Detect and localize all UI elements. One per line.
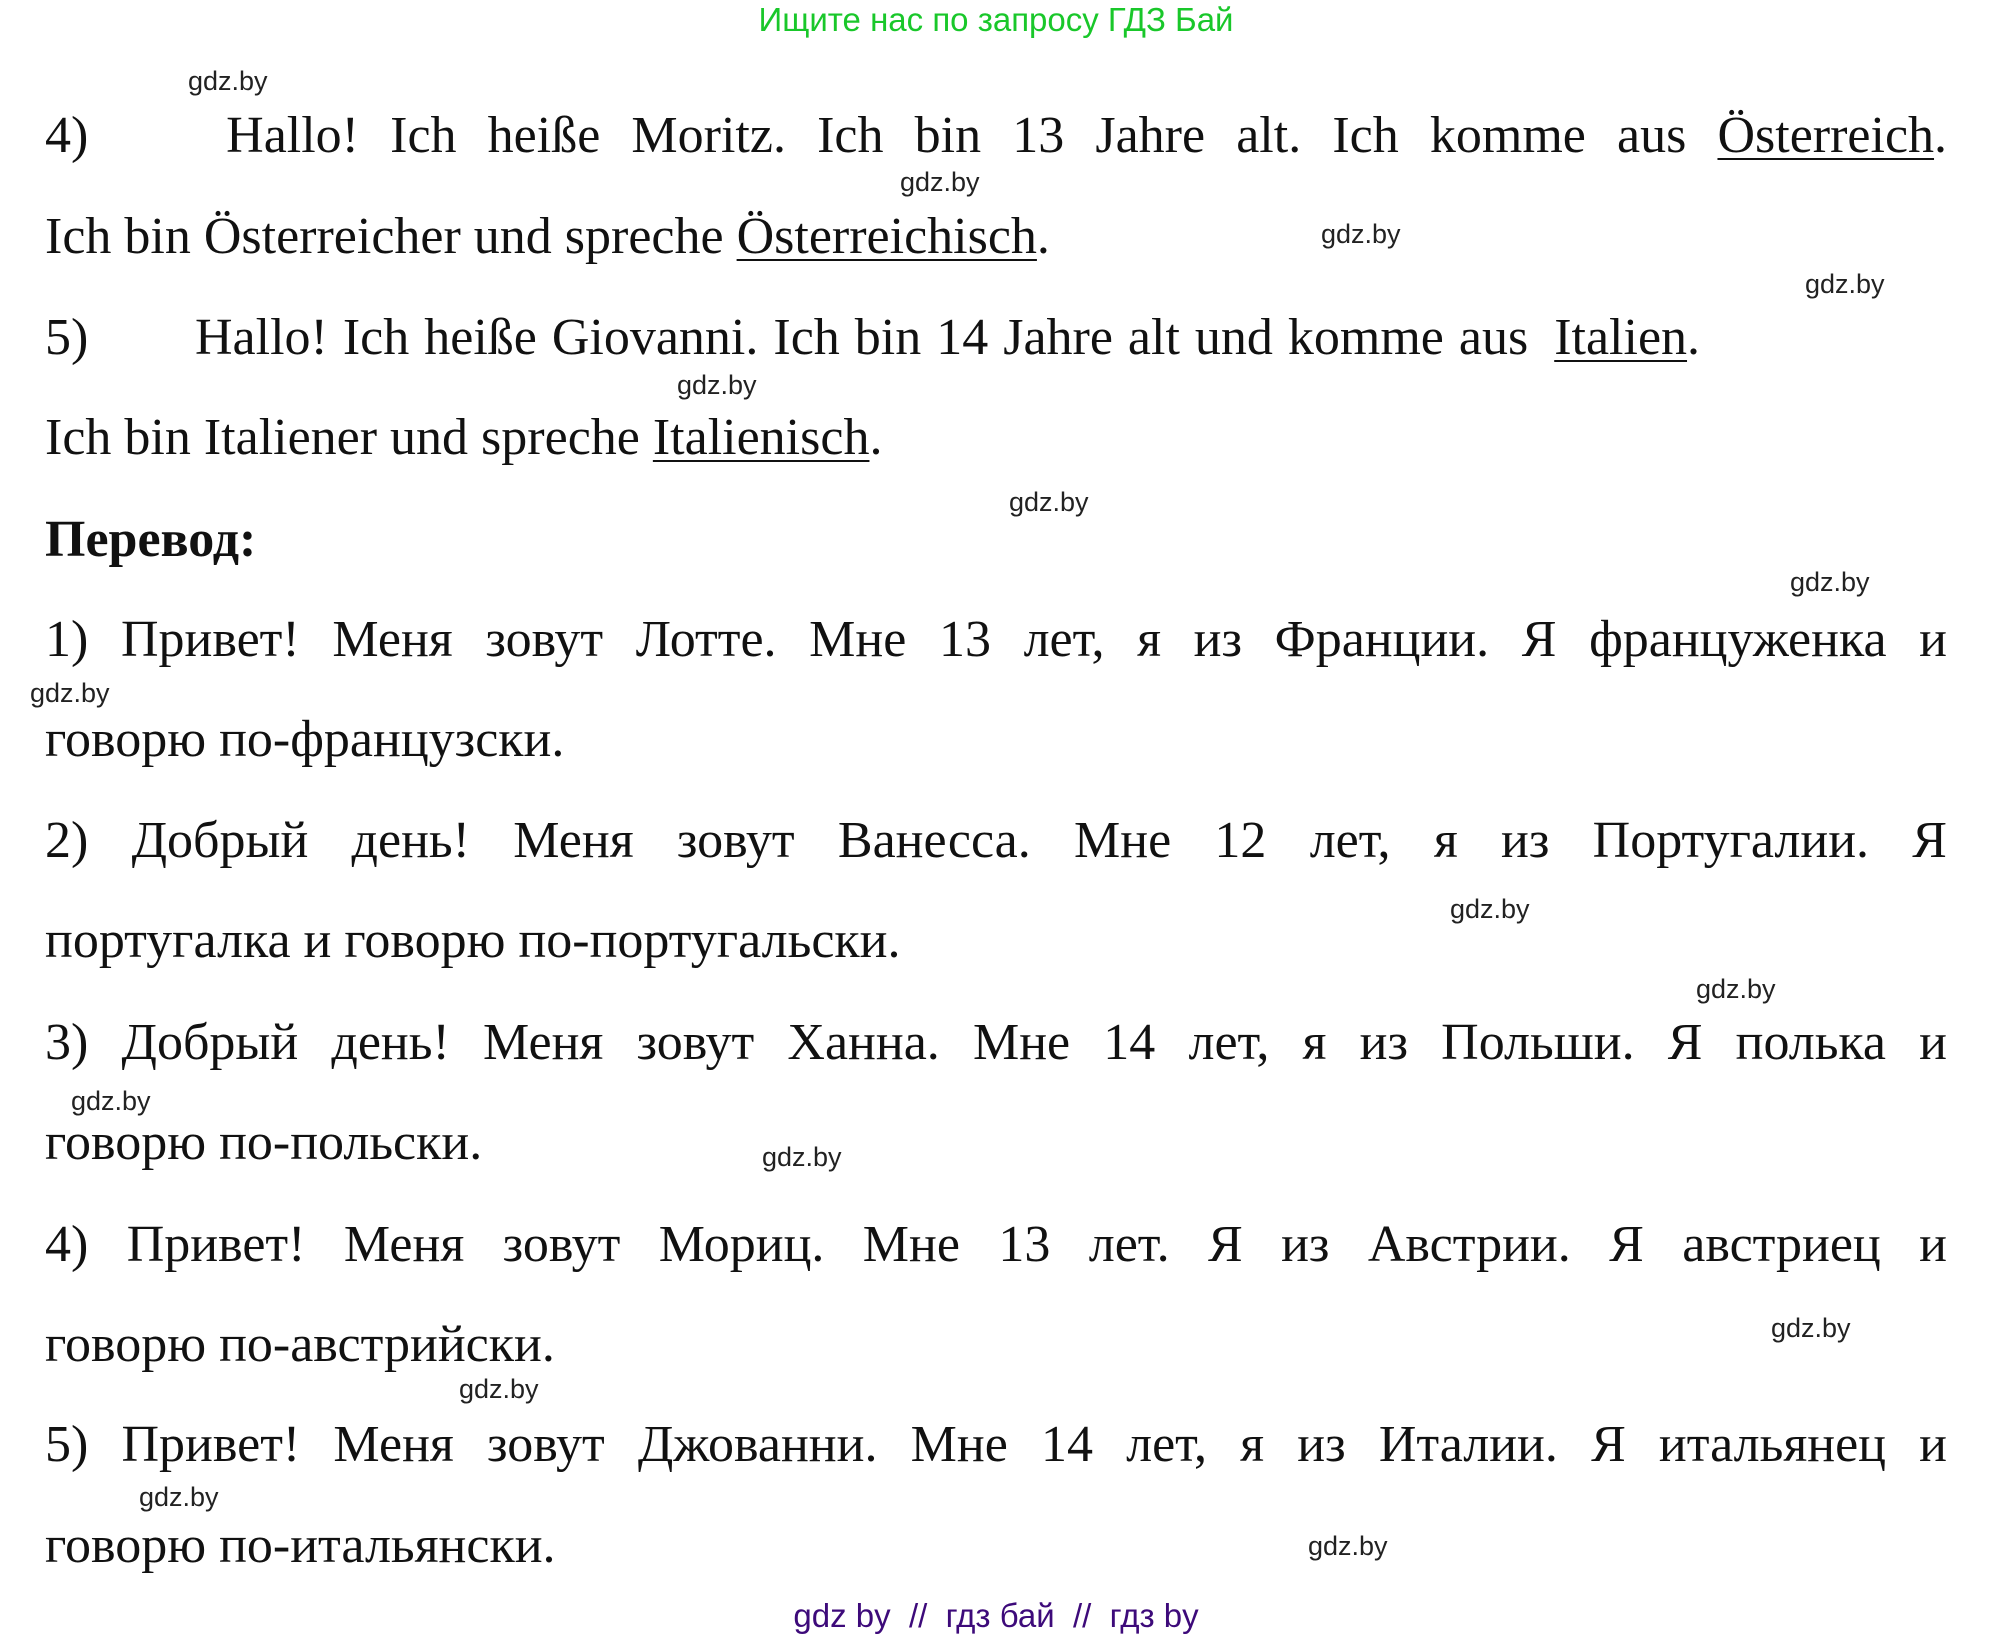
watermark: gdz.by	[71, 1086, 151, 1116]
watermark: gdz.by	[30, 678, 110, 708]
translation-1-line-2: говорю по-французски.	[45, 711, 565, 768]
underlined-answer: Italien	[1554, 309, 1688, 366]
punctuation: .	[869, 409, 883, 466]
underlined-answer: Österreich	[1717, 107, 1935, 164]
watermark: gdz.by	[188, 66, 268, 96]
sentence: Ich bin Österreicher und spreche	[45, 208, 724, 265]
watermark: gdz.by	[1009, 487, 1089, 517]
watermark: gdz.by	[900, 167, 980, 197]
german-item-4-line-2	[45, 207, 1947, 267]
watermark: gdz.by	[1450, 894, 1530, 924]
underlined-answer: Österreichisch	[736, 208, 1037, 265]
translation-3-line-1: 3) Добрый день! Меня зовут Ханна. Мне 14 лет, я из Польши. Я полька и	[45, 1014, 1947, 1071]
translation-5-line-2: говорю по-итальянски.	[45, 1517, 556, 1574]
german-item-5-line-2	[45, 408, 1947, 468]
translation-3-line-2: говорю по-польски.	[45, 1114, 483, 1171]
translation-2-line-2: португалка и говорю по-португальски.	[45, 912, 901, 969]
punctuation: .	[1687, 309, 1701, 366]
translation-heading: Перевод:	[45, 511, 257, 568]
watermark: gdz.by	[1771, 1313, 1851, 1343]
watermark: gdz.by	[1805, 269, 1885, 299]
punctuation: .	[1934, 107, 1948, 164]
footer-links: gdz by // гдз бай // гдз by	[793, 1597, 1199, 1634]
translation-1-line-1: 1) Привет! Меня зовут Лотте. Мне 13 лет, я из Франции. Я француженка и	[45, 611, 1947, 668]
watermark: gdz.by	[459, 1374, 539, 1404]
watermark: gdz.by	[677, 370, 757, 400]
item-number: 5)	[45, 309, 89, 366]
watermark: gdz.by	[1321, 219, 1401, 249]
sentence: Hallo! Ich heiße Giovanni. Ich bin 14 Jahre alt und komme aus	[195, 309, 1529, 366]
watermark: gdz.by	[139, 1482, 219, 1512]
translation-4-line-1: 4) Привет! Меня зовут Мориц. Мне 13 лет. Я из Австрии. Я австриец и	[45, 1216, 1947, 1273]
underlined-answer: Italienisch	[652, 409, 870, 466]
watermark: gdz.by	[1790, 567, 1870, 597]
german-item-4-line-1	[45, 106, 1947, 166]
sentence: Hallo! Ich heiße Moritz. Ich bin 13 Jahre alt. Ich komme aus	[226, 107, 1687, 164]
item-number: 4)	[45, 107, 89, 164]
search-banner: Ищите нас по запросу ГДЗ Бай	[758, 1, 1234, 38]
translation-4-line-2: говорю по-австрийски.	[45, 1316, 555, 1373]
translation-5-line-1: 5) Привет! Меня зовут Джованни. Мне 14 лет, я из Италии. Я итальянец и	[45, 1416, 1947, 1473]
punctuation: .	[1036, 208, 1050, 265]
translation-2-line-1: 2) Добрый день! Меня зовут Ванесса. Мне 12 лет, я из Португалии. Я	[45, 812, 1947, 869]
watermark: gdz.by	[1696, 974, 1776, 1004]
sentence: Ich bin Italiener und spreche	[45, 409, 640, 466]
german-item-5-line-1	[45, 308, 1947, 368]
watermark: gdz.by	[1308, 1531, 1388, 1561]
watermark: gdz.by	[762, 1142, 842, 1172]
